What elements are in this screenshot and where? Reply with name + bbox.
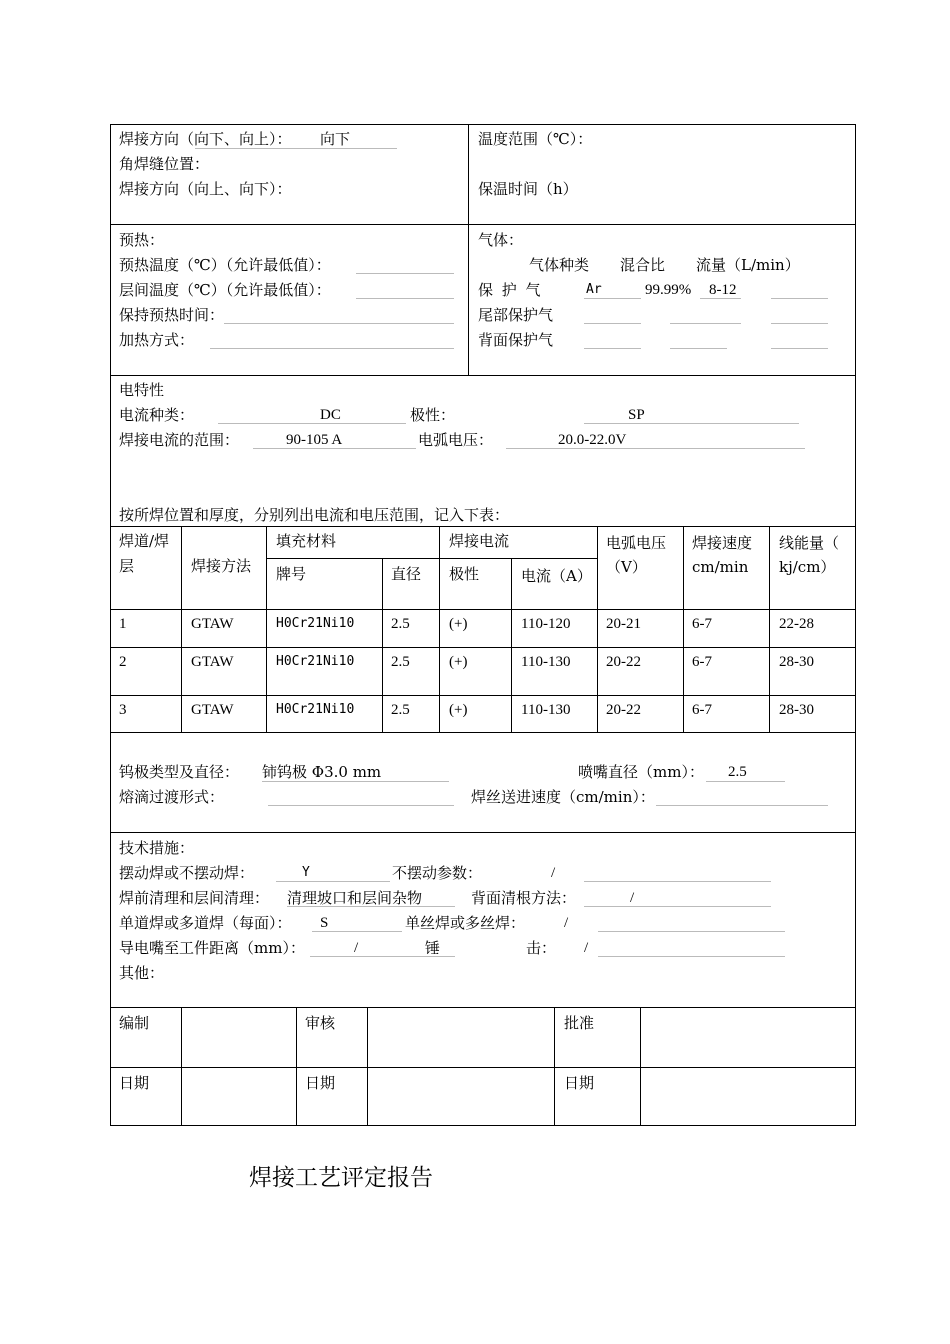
- cell-polarity: (+): [449, 702, 468, 718]
- divider: [367, 1007, 368, 1126]
- direction-label: 焊接方向（向下、向上）：: [119, 130, 292, 148]
- nozzle-value[interactable]: 2.5: [728, 764, 747, 780]
- wire-type-label: 单丝焊或多丝焊：: [405, 914, 526, 932]
- divider: [266, 526, 267, 732]
- field-underline: [598, 956, 785, 957]
- divider: [110, 224, 856, 225]
- date-label: 日期: [119, 1074, 150, 1092]
- current-range-value[interactable]: 90-105 A: [286, 432, 343, 448]
- electrical-label: 电特性: [119, 381, 165, 399]
- header-diameter: 直径: [391, 565, 422, 583]
- preheat-hold-label: 保持预热时间：: [119, 306, 225, 324]
- field-underline: [210, 348, 454, 349]
- direction2-label: 焊接方向（向上、向下）：: [119, 180, 292, 198]
- cell-amps: 110-130: [521, 702, 571, 718]
- preheat-temp-label: 预热温度（℃）（允许最低值）：: [119, 256, 331, 274]
- header-heat-input: 线能量（ kj/cm）: [779, 534, 840, 576]
- divider: [382, 558, 383, 732]
- field-underline: [356, 298, 454, 299]
- divider: [439, 526, 440, 732]
- cell-process: GTAW: [191, 702, 234, 718]
- trailing-gas-label: 尾部保护气: [478, 306, 554, 324]
- field-underline: [356, 273, 454, 274]
- field-underline: [584, 323, 641, 324]
- ctwd-label: 导电嘴至工件距离（mm）：: [119, 939, 305, 957]
- divider: [181, 1007, 182, 1126]
- divider: [110, 1067, 856, 1068]
- field-underline: [706, 781, 785, 782]
- field-underline: [584, 423, 799, 424]
- shield-gas-flow[interactable]: 8-12: [709, 282, 737, 298]
- hammer-label-2: 击：: [526, 939, 557, 957]
- approved-label: 批准: [564, 1014, 595, 1032]
- cell-volts: 20-22: [606, 654, 641, 670]
- hold-time-label: 保温时间（h）: [478, 180, 578, 198]
- field-underline: [670, 348, 727, 349]
- weave-label: 摆动焊或不摆动焊：: [119, 864, 255, 882]
- divider: [110, 732, 856, 733]
- divider: [181, 526, 182, 732]
- date-label: 日期: [564, 1074, 595, 1092]
- field-underline: [771, 348, 828, 349]
- report-title: 焊接工艺评定报告: [249, 1165, 433, 1191]
- cell-diameter: 2.5: [391, 654, 410, 670]
- shield-gas-label: 保 护 气: [478, 281, 543, 299]
- interpass-temp-label: 层间温度（℃）（允许最低值）：: [119, 281, 331, 299]
- prepared-label: 编制: [119, 1014, 150, 1032]
- field-underline: [598, 931, 785, 932]
- other-label: 其他：: [119, 964, 165, 982]
- reviewed-label: 审核: [305, 1014, 336, 1032]
- header-grade: 牌号: [276, 565, 307, 583]
- weave-param-value[interactable]: /: [551, 865, 556, 881]
- arc-voltage-label: 电弧电压：: [418, 431, 494, 449]
- cell-pass: 1: [119, 616, 127, 632]
- field-underline: [584, 298, 641, 299]
- current-range-label: 焊接电流的范围：: [119, 431, 240, 449]
- hammer-label-1: 锤: [425, 939, 441, 957]
- polarity-value[interactable]: SP: [628, 407, 645, 423]
- header-polarity: 极性: [449, 565, 480, 583]
- cell-heat: 28-30: [779, 654, 814, 670]
- field-underline: [506, 448, 805, 449]
- pass-type-value[interactable]: S: [320, 915, 329, 931]
- divider: [511, 558, 512, 732]
- current-type-value[interactable]: DC: [320, 407, 341, 423]
- divider: [597, 526, 598, 732]
- divider: [266, 558, 597, 559]
- field-underline: [771, 323, 828, 324]
- preheat-label: 预热：: [119, 231, 165, 249]
- cell-process: GTAW: [191, 654, 234, 670]
- backgouge-label: 背面清根方法：: [471, 889, 577, 907]
- divider: [110, 695, 856, 696]
- divider: [468, 124, 469, 375]
- tungsten-value[interactable]: 铈钨极 Φ3.0 mm: [262, 763, 382, 781]
- cell-diameter: 2.5: [391, 702, 410, 718]
- header-voltage: 电弧电压（V）: [606, 534, 667, 576]
- cell-amps: 110-120: [521, 616, 571, 632]
- temp-range-label: 温度范围（℃）：: [478, 130, 593, 148]
- cell-polarity: (+): [449, 616, 468, 632]
- arc-voltage-value[interactable]: 20.0-22.0V: [558, 432, 627, 448]
- cell-speed: 6-7: [692, 616, 712, 632]
- cell-polarity: (+): [449, 654, 468, 670]
- cell-amps: 110-130: [521, 654, 571, 670]
- divider: [110, 647, 856, 648]
- divider: [110, 1007, 856, 1008]
- cell-grade: H0Cr21Ni10: [276, 654, 355, 669]
- divider: [110, 375, 856, 376]
- field-underline: [700, 298, 741, 299]
- cell-process: GTAW: [191, 616, 234, 632]
- hammer-value[interactable]: /: [584, 940, 589, 956]
- cleaning-label: 焊前清理和层间清理：: [119, 889, 270, 907]
- gas-type-header: 气体种类: [529, 256, 590, 274]
- cleaning-value[interactable]: 清理坡口和层间杂物: [287, 889, 423, 907]
- field-underline: [656, 805, 828, 806]
- direction-value[interactable]: 向下: [320, 130, 351, 148]
- field-underline: [262, 781, 449, 782]
- field-underline: [287, 906, 455, 907]
- cell-volts: 20-21: [606, 616, 641, 632]
- polarity-label: 极性：: [410, 406, 456, 424]
- field-underline: [253, 448, 416, 449]
- shield-gas-ratio[interactable]: 99.99%: [645, 282, 692, 298]
- nozzle-label: 喷嘴直径（mm）：: [578, 763, 704, 781]
- field-underline: [312, 931, 402, 932]
- shield-gas-type[interactable]: Ar: [586, 282, 602, 297]
- tungsten-label: 钨极类型及直径：: [119, 763, 240, 781]
- header-amps: 电流（A）: [521, 567, 592, 585]
- cell-diameter: 2.5: [391, 616, 410, 632]
- weave-value[interactable]: Y: [302, 865, 310, 880]
- divider: [110, 832, 856, 833]
- field-underline: [584, 906, 771, 907]
- divider: [640, 1007, 641, 1126]
- gas-label: 气体：: [478, 231, 524, 249]
- field-underline: [771, 298, 828, 299]
- wire-type-value[interactable]: /: [564, 915, 569, 931]
- field-underline: [218, 423, 406, 424]
- current-type-label: 电流种类：: [119, 406, 195, 424]
- cell-speed: 6-7: [692, 702, 712, 718]
- header-speed: 焊接速度cm/min: [692, 534, 753, 576]
- divider: [554, 1007, 555, 1126]
- field-underline: [584, 881, 771, 882]
- cell-speed: 6-7: [692, 654, 712, 670]
- pass-type-label: 单道焊或多道焊（每面）：: [119, 914, 292, 932]
- cell-heat: 22-28: [779, 616, 814, 632]
- divider: [110, 526, 856, 527]
- cell-grade: H0Cr21Ni10: [276, 702, 355, 717]
- field-underline: [584, 348, 641, 349]
- cell-heat: 28-30: [779, 702, 814, 718]
- cell-pass: 3: [119, 702, 127, 718]
- fillet-position-label: 角焊缝位置：: [119, 155, 210, 173]
- cell-pass: 2: [119, 654, 127, 670]
- field-underline: [195, 148, 397, 149]
- divider: [296, 1007, 297, 1126]
- field-underline: [268, 805, 454, 806]
- divider: [769, 526, 770, 732]
- field-underline: [276, 881, 390, 882]
- weave-param-label: 不摆动参数：: [392, 864, 483, 882]
- divider: [110, 609, 856, 610]
- flow-header: 流量（L/min）: [696, 256, 800, 274]
- backing-gas-label: 背面保护气: [478, 331, 554, 349]
- header-current: 焊接电流: [449, 532, 510, 550]
- backgouge-value[interactable]: /: [630, 890, 635, 906]
- heating-method-label: 加热方式：: [119, 331, 195, 349]
- header-filler: 填充材料: [276, 532, 337, 550]
- table-intro: 按所焊位置和厚度，分别列出电流和电压范围，记入下表：: [119, 506, 510, 524]
- field-underline: [224, 323, 454, 324]
- cell-grade: H0Cr21Ni10: [276, 616, 355, 631]
- field-underline: [670, 323, 741, 324]
- ctwd-value[interactable]: /: [354, 940, 359, 956]
- date-label: 日期: [305, 1074, 336, 1092]
- cell-volts: 20-22: [606, 702, 641, 718]
- wire-speed-label: 焊丝送进速度（cm/min）：: [471, 788, 655, 806]
- mix-ratio-header: 混合比: [620, 256, 666, 274]
- header-pass: 焊道/焊层: [119, 532, 170, 575]
- header-process: 焊接方法: [191, 557, 252, 575]
- divider: [683, 526, 684, 732]
- transfer-label: 熔滴过渡形式：: [119, 788, 225, 806]
- field-underline: [310, 956, 455, 957]
- tech-label: 技术措施：: [119, 839, 195, 857]
